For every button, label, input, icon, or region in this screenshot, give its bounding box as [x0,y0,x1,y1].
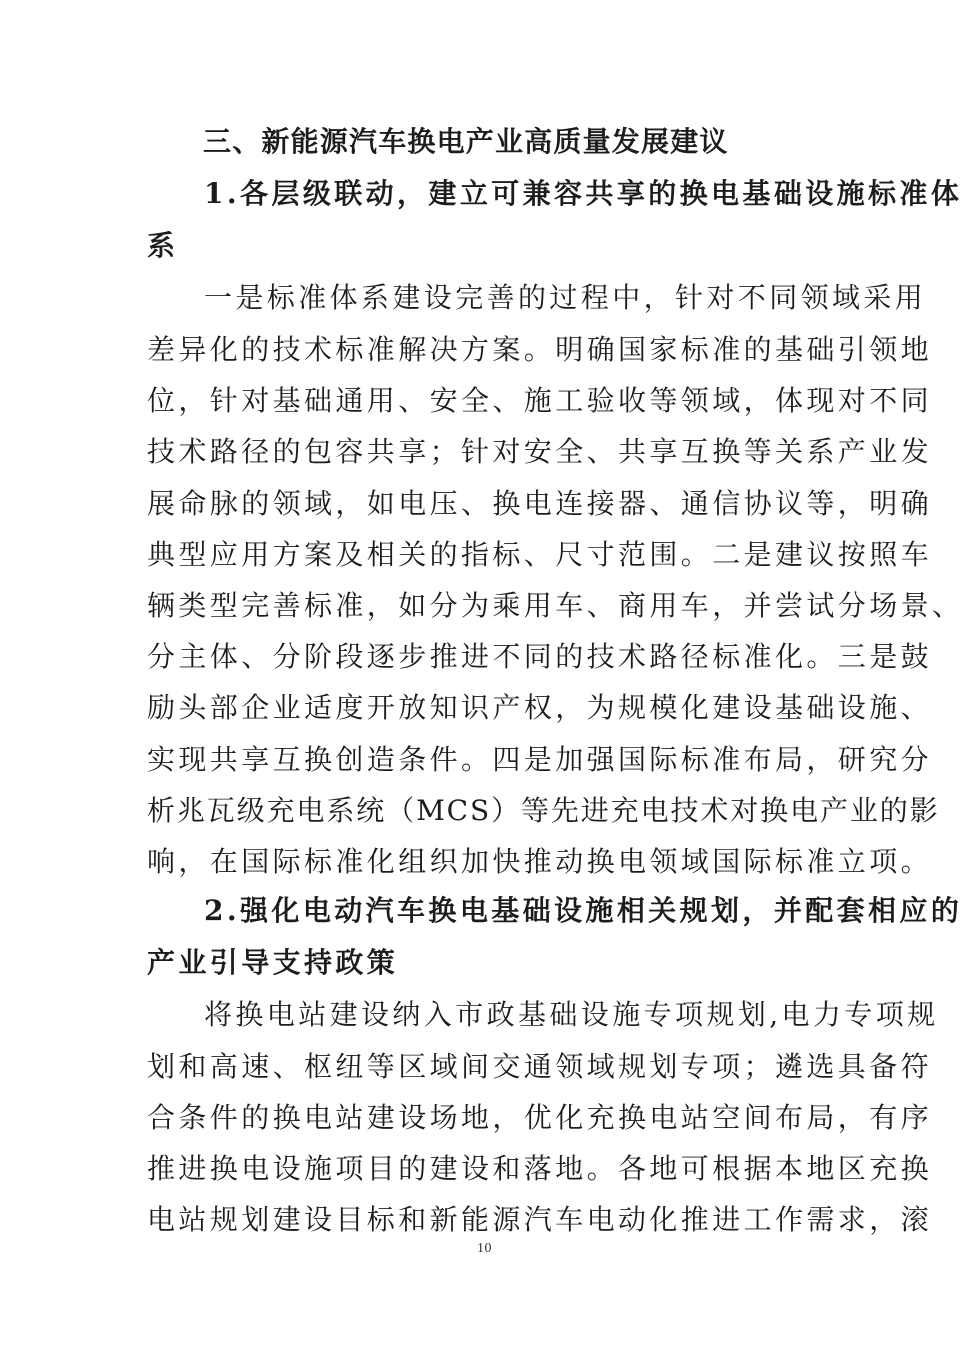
paragraph-line: 推进换电设施项目的建设和落地。各地可根据本地区充换 [147,1152,933,1185]
subsection-1-title-line-2: 系 [147,229,179,262]
paragraph-line: 差异化的技术标准解决方案。明确国家标准的基础引领地 [147,333,933,366]
paragraph-line: 分主体、分阶段逐步推进不同的技术路径标准化。三是鼓 [147,640,933,673]
paragraph-line: 合条件的换电站建设场地，优化充换电站空间布局，有序 [147,1101,933,1134]
subsection-1-title-line-1: 1.各层级联动，建立可兼容共享的换电基础设施标准体 [204,177,963,210]
paragraph-line: 励头部企业适度开放知识产权，为规模化建设基础设施、 [147,691,933,724]
paragraph-line: 实现共享互换创造条件。四是加强国际标准布局，研究分 [147,743,933,776]
paragraph-line: 划和高速、枢纽等区域间交通领域规划专项；遴选具备符 [147,1050,933,1083]
paragraph-line: 展命脉的领域，如电压、换电连接器、通信协议等，明确 [147,487,933,520]
paragraph-line: 电站规划建设目标和新能源汽车电动化推进工作需求，滚 [147,1203,933,1236]
subsection-2-title-line-1: 2.强化电动汽车换电基础设施相关规划，并配套相应的 [204,894,963,927]
page-number: 10 [477,1241,492,1256]
paragraph-line: 析兆瓦级充电系统（MCS）等先进充电技术对换电产业的影 [147,794,940,827]
paragraph-line: 辆类型完善标准，如分为乘用车、商用车，并尝试分场景、 [147,589,964,622]
paragraph-line: 响，在国际标准化组织加快推动换电领域国际标准立项。 [147,845,933,878]
paragraph-line: 技术路径的包容共享；针对安全、共享互换等关系产业发 [147,435,933,468]
paragraph-line: 将换电站建设纳入市政基础设施专项规划,电力专项规 [204,998,939,1031]
section-heading: 三、新能源汽车换电产业高质量发展建议 [203,125,729,158]
paragraph-line: 典型应用方案及相关的指标、尺寸范围。二是建议按照车 [147,538,933,571]
paragraph-line: 一是标准体系建设完善的过程中，针对不同领域采用 [204,281,927,314]
subsection-2-title-line-2: 产业引导支持政策 [147,946,399,979]
paragraph-line: 位，针对基础通用、安全、施工验收等领域，体现对不同 [147,384,933,417]
